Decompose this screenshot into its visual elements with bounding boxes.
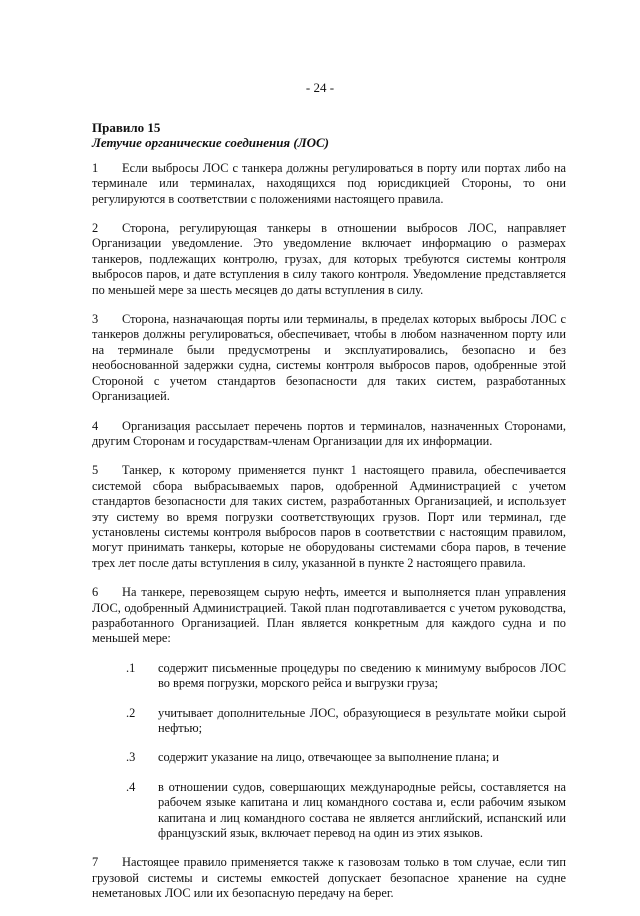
paragraph-number: 5 [92, 463, 99, 478]
paragraph-number: 4 [92, 418, 99, 433]
paragraph-number: 7 [92, 855, 99, 870]
paragraph-number: 2 [92, 221, 99, 236]
subitem-4 [92, 780, 566, 842]
paragraph-number: 1 [92, 160, 99, 175]
subitem-number: .1 [126, 660, 136, 675]
paragraph-2 [92, 221, 566, 298]
paragraph-4 [92, 419, 566, 450]
subitem-number: .3 [126, 750, 136, 765]
subitem-number: .4 [126, 779, 136, 794]
paragraph-text: Сторона, назначающая порты или терминалы, в пределах которых выбросы ЛОС с танкеров должны регулироваться, обеспечивает, чтобы в любом назначенном порту или на терминале были предусмотрены и эксплуатировались, безопасно и без необоснованной задержки судна, системы контроля выбросов паров, одобренные этой Стороной с учетом стандартов безопасности для таких систем, разработанных Организацией. [92, 312, 566, 404]
rule-subtitle: Летучие органические соединения (ЛОС) [92, 135, 330, 151]
paragraph-text: Танкер, к которому применяется пункт 1 настоящего правила, обеспечивается системой сбора выбрасываемых паров, одобренной Администрацией с учетом стандартов безопасности для таких систем, разработанных Организацией, и использует эту систему во время погрузки соответствующих грузов. Порт или терминал, где установлены системы контроля выбросов паров в соответствии с настоящим правилом, могут принимать танкеры, которые не оборудованы системами сбора паров, в течение трех лет после даты вступления в силу, указанной в пункте 2 настоящего правила. [92, 463, 566, 570]
paragraph-text: Если выбросы ЛОС с танкера должны регулироваться в порту или портах либо на терминале или терминалах, находящихся под юрисдикцией Стороны, то они регулируются в соответствии с положениями настоящего правила. [92, 160, 566, 206]
paragraph-1 [92, 161, 566, 207]
rule-title: Правило 15 [92, 120, 161, 135]
subitem-2 [92, 706, 566, 737]
subitem-number: .2 [126, 705, 136, 720]
subitem-text: учитывает дополнительные ЛОС, образующиеся в результате мойки сырой нефтью; [158, 705, 566, 735]
document-body [92, 120, 566, 916]
subitem-3 [92, 750, 566, 765]
paragraph-text: Настоящее правило применяется также к газовозам только в том случае, если тип грузовой системы и системы емкостей допускает безопасное хранение на судне неметановых ЛОС или их безопасную передачу на берег. [92, 855, 566, 901]
paragraph-3 [92, 312, 566, 404]
paragraph-text: На танкере, перевозящем сырую нефть, имеется и выполняется план управления ЛОС, одобренный Администрацией. Такой план подготавливается с учетом руководства, разработанного Организацией. План является конкретным для каждого судна и по меньшей мере: [92, 585, 566, 646]
paragraph-7 [92, 855, 566, 901]
paragraph-6 [92, 585, 566, 647]
subitem-1 [92, 661, 566, 692]
subitem-text: содержит указание на лицо, отвечающее за выполнение плана; и [158, 750, 500, 765]
subitem-list [92, 661, 566, 842]
paragraph-text: Сторона, регулирующая танкеры в отношении выбросов ЛОС, направляет Организации уведомление. Это уведомление включает информацию о размерах танкеров, подлежащих контролю, грузах, для которых требуются системы контроля выбросов паров, и дате вступления в силу такого контроля. Уведомление представляется по меньшей мере за шесть месяцев до даты вступления в силу. [92, 221, 566, 297]
page-number: - 24 - [305, 80, 335, 95]
paragraph-text: Организация рассылает перечень портов и терминалов, назначенных Сторонами, другим Сторонам и государствам-членам Организации для их информации. [92, 418, 566, 448]
subitem-text: в отношении судов, совершающих международные рейсы, составляется на рабочем языке капитана и лиц командного состава и, если рабочим языком капитана и лиц командного состава не является английский, испанский или французский язык, включает перевод на один из этих языков. [158, 779, 566, 841]
paragraph-5 [92, 463, 566, 571]
paragraph-number: 6 [92, 585, 99, 600]
paragraph-number: 3 [92, 312, 99, 327]
subitem-text: содержит письменные процедуры по сведению к минимуму выбросов ЛОС во время погрузки, морского рейса и выгрузки груза; [158, 660, 566, 691]
